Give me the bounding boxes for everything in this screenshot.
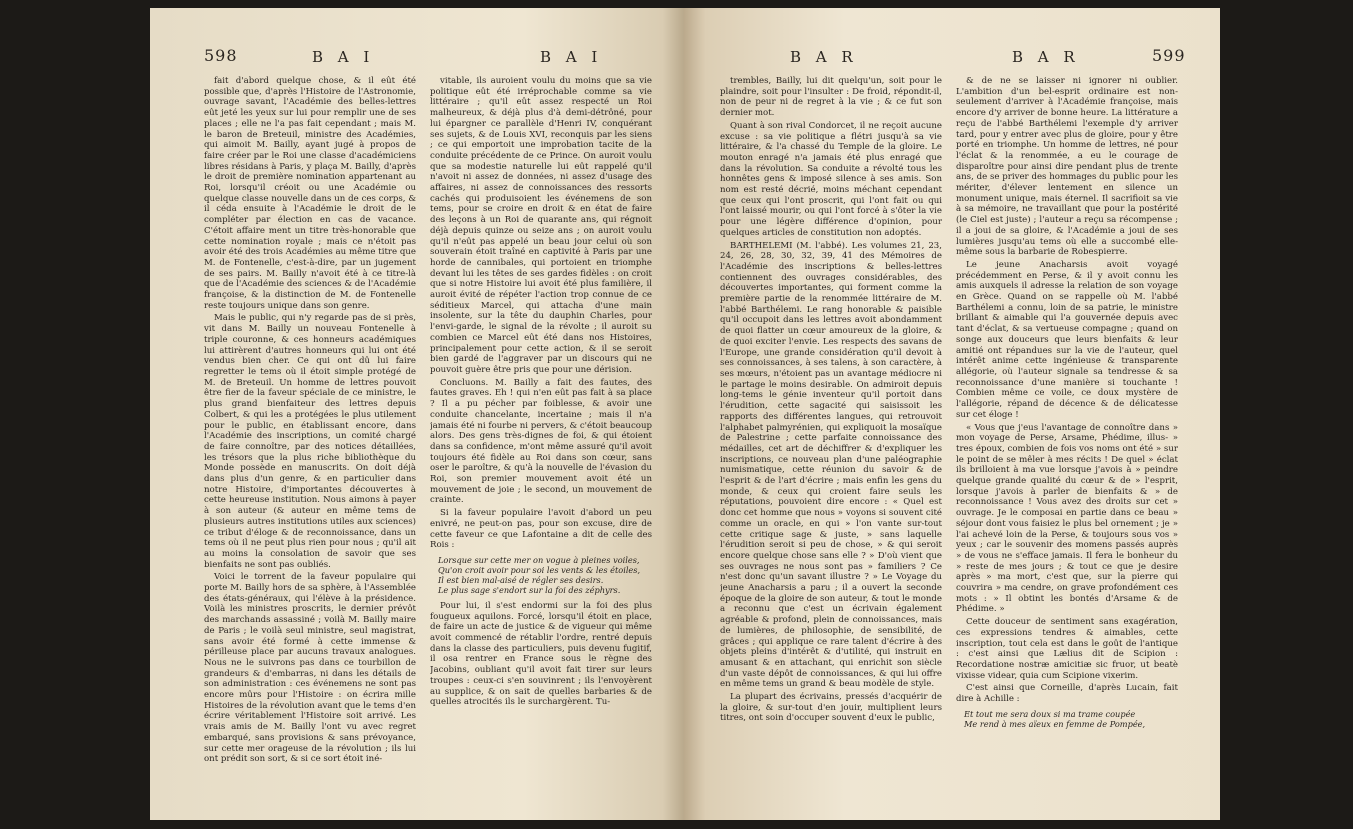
paragraph: Si la faveur populaire l'avoit d'abord un peu enivré, ne peut-on pas, pour son excuse, dire de cette faveur ce que Lafontaine a dit de celle des Rois : [430, 508, 652, 551]
right-page-header [684, 46, 1220, 68]
paragraph: vitable, ils auroient voulu du moins que sa vie politique eût été irréprochable comme sa vie littéraire ; qu'il eût assez respecté un Roi malheureux, & déjà plus d'à demi-détrôné, pour lui épargner ce parallèle d'Henri IV, conquérant ses sujets, & de Louis XVI, reconquis par les siens ; ce qui emportoit une improbation tacite de la conduite précédente de ce Prince. On auroit voulu que sa modestie naturelle lui eût rappelé qu'il n'avoit ni assez de données, ni assez d'usage des affaires, ni assez de connoissances des ressorts cachés qui produisoient les événemens de son tems, pour se croire en droit & en état de faire des leçons à un Roi de quarante ans, qui régnoit déjà depuis quinze ou seize ans ; on auroit voulu qu'il n'eût pas appelé un beau jour celui où son souverain étoit traîné en captivité à Paris par une horde de cannibales, qui portoient en triomphe devant lui les têtes de ses gardes fidèles : on croit que si notre Histoire lui avoit été plus familière, il auroit évité de répéter l'action trop connue de ce séditieux Marcel, qui attacha d'une main insolente, sur la tête du dauphin Charles, pour l'envi-garde, le signal de la révolte ; il auroit su combien ce Marcel eût été dans nos Histoires, principalement pour cette action, & il se seroit bien gardé de l'aggraver par un discours qui ne pouvoit guère être pris que pour une dérision. [430, 76, 652, 375]
right-page-column-1 [720, 76, 942, 816]
open-book [150, 8, 1220, 820]
running-head-right-1: B A R [790, 48, 858, 66]
paragraph: C'est ainsi que Corneille, d'après Lucain, fait dire à Achille : [956, 683, 1178, 705]
left-page [150, 8, 684, 820]
paragraph: Cette douceur de sentiment sans exagération, ces expressions tendres & aimables, cette inscription, tout cela est dans le goût de l'antique : c'est ainsi que Lælius dit de Scipion : Recordatione nostræ amicitiæ sic fruor, ut beatè vixisse videar, quia cum Scipione vixerim. [956, 617, 1178, 681]
verse-line: Lorsque sur cette mer on vogue à pleines voiles, [438, 554, 640, 565]
paragraph: trembles, Bailly, lui dit quelqu'un, soit pour le plaindre, soit pour l'insulter : De froid, répondit-il, non de peur ni de regret à la vie ; & ce fut son dernier mot. [720, 76, 942, 119]
page-number-right: 599 [1152, 46, 1186, 65]
paragraph: Le jeune Anacharsis avoit voyagé précédemment en Perse, & il y avoit connu les amis auxquels il adresse la relation de son voyage en Grèce. Quand on se rappelle où M. l'abbé Barthélemi a connu, loin de sa patrie, le ministre brillant & aimable qui l'a gouvernée depuis avec tant d'éclat, & sa vertueuse compagne ; quand on songe aux douceurs que leurs bienfaits & leur amitié ont répandues sur la vie de l'auteur, quel intérêt anime cette ingénieuse & transparente allégorie, où l'auteur signale sa tendresse & sa reconnoissance d'une manière si touchante ! Combien même ce voile, ce doux mystère de l'allégorie, répand de décence & de délicatesse sur cet éloge ! [956, 259, 1178, 420]
verse-quote [964, 709, 1178, 729]
entry-heading: BARTHELEMI (M. l'abbé). [730, 240, 848, 251]
paragraph: & de ne se laisser ni ignorer ni oublier. L'ambition d'un bel-esprit ordinaire est non-seulement d'arriver à l'Académie françoise, mais encore d'y arriver de bonne heure. La littérature a reçu de l'abbé Barthélemi l'exemple d'y arriver tard, pour y entrer avec plus de gloire, pour y être porté en triomphe. Un homme de lettres, né pour l'éclat & la renommée, a eu le courage de disparoître pour ainsi dire pendant plus de trente ans, de se priver des hommages du public pour les mériter, d'élever lentement en silence un monument unique, mais éternel. Il sacrifioit sa vie à sa mémoire, ne travaillant que pour la postérité (le Ciel est juste) ; l'auteur a reçu sa récompense ; il a joui de sa gloire, & l'Académie a joui de ses lumières jusqu'au tems où elle a succombé elle-même sous la barbarie de Robespierre. [956, 76, 1178, 258]
left-page-column-1 [204, 76, 416, 816]
verse-line: Qu'on croit avoir pour soi les vents & les étoiles, [438, 564, 641, 575]
right-page-column-2 [956, 76, 1178, 816]
paragraph: Voici le torrent de la faveur populaire qui porte M. Bailly hors de sa sphère, à l'Assemblée des états-généraux, qui l'élève à la présidence. Voilà les ministres proscrits, le dernier prévôt des marchands assassiné ; voilà M. Bailly maire de Paris ; le voilà seul ministre, seul magistrat, sans avoir été formé à cette immense & périlleuse place par aucuns travaux analogues. Nous ne le suivrons pas dans ce tourbillon de grandeurs & d'embarras, ni dans les détails de son administration : ces événemens ne sont pas encore mûrs pour l'Histoire : on écrira mille Histoires de la révolution avant que le tems d'en écrire véritablement l'Histoire soit arrivé. Les vrais amis de M. Bailly l'ont vu avec regret embarqué, sans provisions & sans prévoyance, sur cette mer orageuse de la révolution ; ils lui ont prédit son sort, & si ce sort étoit iné- [204, 572, 416, 765]
verse-line: Il est bien mal-aisé de régler ses desirs. [438, 574, 604, 585]
left-page-column-2 [430, 76, 652, 816]
entry-paragraph [720, 241, 942, 691]
paragraph: Quant à son rival Condorcet, il ne reçoit aucune excuse : sa vie politique a flétri jusqu'à sa vie littéraire, & l'a chassé du Temple de la gloire. Le mouton enragé n'a jamais été plus enragé que dans la révolution. Sa conduite a révolté tous les honnêtes gens & imposé silence à ses amis. Son nom est resté décrié, moins méchant cependant que ceux qui l'ont proscrit, qui l'ont fait ou qui l'ont laissé mourir, ou qui l'ont forcé à s'ôter la vie pour une légère différence d'opinion, pour quelques articles de constitution non adoptés. [720, 120, 942, 238]
verse-line: Le plus sage s'endort sur la foi des zéphyrs. [438, 584, 621, 595]
paragraph: Mais le public, qui n'y regarde pas de si près, vit dans M. Bailly un nouveau Fontenelle à triple couronne, & ces honneurs académiques lui attirèrent d'autres honneurs qui lui ont été vendus bien cher. Ce qui ont dû lui faire regretter le tems où il étoit simple protégé de M. de Breteuil. Un homme de lettres pouvoit être fier de la faveur spéciale de ce ministre, le plus grand bienfaiteur des lettres depuis Colbert, & qui les a protégées le plus utilement pour le public, en établissant encore, dans l'Académie des inscriptions, un comité chargé de faire connoître, par des notices détaillées, les trésors que la plus riche bibliothèque du Monde possède en manuscrits. On doit déjà dans plus d'un genre, & en particulier dans notre Histoire, d'importantes découvertes à cette heureuse institution. Nous aimons à payer à son auteur (& auteur en même tems de plusieurs autres institutions utiles aux sciences) ce tribut d'éloge & de reconnoissance, dans un tems où il ne peut plus rien pour nous ; qu'il ait au moins la consolation de savoir que ses bienfaits ne sont pas oubliés. [204, 313, 416, 570]
entry-text: Les volumes 21, 23, 24, 26, 28, 30, 32, 39, 41 des Mémoires de l'Académie des inscriptions & belles-lettres contiennent des ouvrages considérables, des découvertes importantes, qui forment comme la première partie de la renommée littéraire de M. l'abbé Barthélemi. Le rang honorable & paisible qu'il occupoit dans les lettres avoit abondamment de quoi flatter un cœur amoureux de la gloire, & de quoi exciter l'envie. Les respects des savans de l'Europe, une grande considération qu'il devoit à ses connoissances, à ses talens, à son caractère, à ses mœurs, n'étoient pas un avantage médiocre ni le partage le moins desirable. On admiroit depuis long-tems le génie inventeur qu'il portoit dans l'érudition, cette sagacité qui saisissoit les rapports des différentes langues, qui retrouvoit l'alphabet palmyrénien, qui expliquoit la mosaïque de Palestrine ; cette parfaite connoissance des médailles, cet art de déchiffrer & d'expliquer les inscriptions, ce nouveau plan d'une paléographie numismatique, cette réunion du savoir & de l'esprit & de l'art d'écrire ; mais enfin les gens du monde, & ceux qui croient faire seuls les réputations, pouvoient dire encore : « Quel est donc cet homme que nous » voyons si souvent cité comme un oracle, en qui » l'on vante sur-tout cette critique sage & juste, » sans laquelle l'érudition seroit si peu de chose, » & qui seroit encore quelque chose sans elle ? » D'où vient que ses ouvrages ne nous sont pas » familiers ? Ce n'est donc qu'un savant illustre ? » Le Voyage du jeune Anacharsis a paru ; il a ouvert la seconde époque de la gloire de son auteur, & tout le monde a reconnu que c'est un écrivain également agréable & profond, plein de connoissances, mais de lumières, de philosophie, de sensibilité, de grâces ; qui applique ce rare talent d'écrire à des objets pleins d'intérêt & d'utilité, qui instruit en amusant & en attachant, qui enrichit son siècle d'un vaste dépôt de connoissances, & qui lui offre en même tems un grand & beau modèle de style. [720, 240, 942, 690]
verse-line: Et tout me sera doux si ma trame coupée [964, 708, 1136, 719]
paragraph: Concluons. M. Bailly a fait des fautes, des fautes graves. Eh ! qui n'en eût pas fait à sa place ? Il a pu pécher par foiblesse, & avoir une conduite chancelante, incertaine ; mais il n'a jamais été ni fourbe ni pervers, & c'étoit beaucoup alors. Des gens très-dignes de foi, & qui étoient dans sa confidence, m'ont même assuré qu'il avoit toujours été fidèle au Roi dans son cœur, sans oser le paroître, & qu'à la nouvelle de l'évasion du Roi, son premier mouvement avoit été un mouvement de joie ; le second, un mouvement de crainte. [430, 377, 652, 506]
page-number-left: 598 [204, 46, 238, 65]
paragraph: Pour lui, il s'est endormi sur la foi des plus fougueux aquilons. Forcé, lorsqu'il étoit en place, de faire un acte de justice & de vigueur qui même avoit commencé de rétablir l'ordre, rentré depuis dans la classe des particuliers, puis devenu fugitif, il osa rentrer en France sous le règne des Jacobins, oubliant qu'il avoit fait tirer sur leurs troupes : ceux-ci s'en souvinrent ; ils l'envoyèrent au supplice, & on sait de quelles barbaries & de quelles atrocités ils le surchargèrent. Tu- [430, 600, 652, 708]
verse-quote [438, 555, 652, 595]
paragraph: « Vous que j'eus l'avantage de connoître dans » mon voyage de Perse, Arsame, Phédime, illus- » tres époux, combien de fois vos noms ont été » sur le point de se mêler à mes récits ! De quel » éclat ils brilloient à ma vue lorsque j'avois à » peindre quelque grande qualité du cœur & de » l'esprit, lorsque j'avois à parler de bienfaits & » de reconnoissance ! Vous avez des droits sur cet » ouvrage. Je le composai en partie dans ce beau » séjour dont vous faisiez le plus bel ornement ; je » l'ai achevé loin de la Perse, & toujours sous vos » yeux ; car le souvenir des momens passés auprès » de vous ne s'efface jamais. Il fera le bonheur du » reste de mes jours ; & tout ce que je desire après » ma mort, c'est que, sur la pierre qui couvrira » ma cendre, on grave profondément ces mots : » Il obtint les bontés d'Arsame & de Phédime. » [956, 422, 1178, 615]
paragraph: La plupart des écrivains, pressés d'acquérir de la gloire, & sur-tout d'en jouir, multiplient leurs titres, ont soin d'occuper souvent d'eux le public, [720, 692, 942, 724]
running-head-left-1: B A I [312, 48, 375, 66]
paragraph: fait d'abord quelque chose, & il eût été possible que, d'après l'Histoire de l'Astronomie, ouvrage savant, l'Académie des belles-lettres eût jeté les yeux sur lui pour remplir une de ses places ; elle ne l'a pas fait cependant ; mais M. le baron de Breteuil, ministre des Académies, qui aimoit M. Bailly, ayant jugé à propos de faire créer par le Roi une classe d'académiciens libres résidans à Paris, y plaça M. Bailly, d'après le droit de première nomination appartenant au Roi, lorsqu'il créoit ou une Académie ou quelque classe nouvelle dans un de ces corps, & il céda ensuite à l'Académie le droit de le compléter par élection en cas de vacance. C'étoit affaire ment un titre très-honorable que cette nomination royale ; mais ce n'étoit pas avoir été des trois Académies au même titre que M. de Fontenelle, c'est-à-dire, par un jugement de ses pairs. M. Bailly n'avoit été à ce titre-là que de l'Académie des sciences & de l'Académie françoise, & la distinction de M. de Fontenelle reste toujours unique dans son genre. [204, 76, 416, 311]
running-head-left-2: B A I [540, 48, 603, 66]
verse-line: Me rend à mes aïeux en femme de Pompée, [964, 718, 1146, 729]
running-head-right-2: B A R [1012, 48, 1080, 66]
right-page [684, 8, 1220, 820]
left-page-header [150, 46, 684, 68]
